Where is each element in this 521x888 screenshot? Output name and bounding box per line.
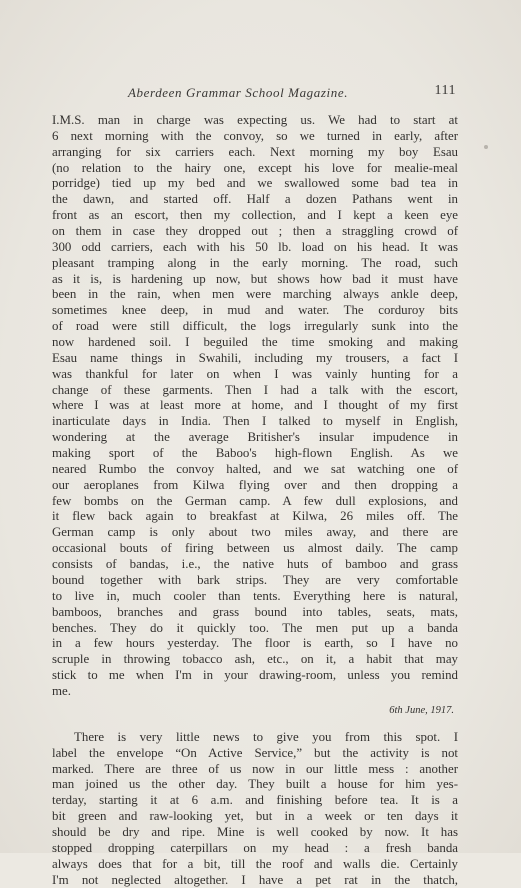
text-line: bamboos, branches and grass bound into tables, seats, mats, — [52, 604, 458, 619]
text-line: change of these garments. Then I had a talk with the escort, — [52, 382, 458, 397]
text-line: been in the rain, when men were marching always ankle deep, — [52, 287, 458, 302]
text-line: it flew back again to breakfast at Kilwa, 26 miles off. The — [52, 509, 458, 524]
text-line: where I was at least more at home, and I thought of my first — [52, 398, 458, 413]
text-line: benches. They do it quickly too. The men put up a banda — [52, 620, 458, 635]
text-line: stopped dropping caterpillars on my head : a fresh banda — [52, 840, 458, 855]
text-line: neared Rumbo the convoy halted, and we sat watching one of — [52, 461, 458, 476]
text-line: me. — [52, 683, 71, 698]
text-line: (no relation to the hairy one, except his love for mealie-meal — [52, 160, 458, 175]
page-number: 111 — [434, 83, 456, 98]
text-line: inarticulate days in India. Then I talked to myself in English, — [52, 414, 458, 429]
text-line: front as an escort, then my collection, and I kept a keen eye — [52, 208, 458, 223]
text-line: should be dry and ripe. Mine is well cooked by now. It has — [52, 824, 458, 839]
text-line: 300 odd carriers, each with his 50 lb. load on his head. It was — [52, 239, 458, 254]
paper-speck — [484, 145, 488, 149]
text-line: of road were still difficult, the logs irregularly sunk into the — [52, 319, 458, 334]
text-line: as it is, is hardening up now, but shows how bad it must have — [52, 271, 458, 286]
dateline: 6th June, 1917. — [389, 704, 454, 716]
text-line: I.M.S. man in charge was expecting us. We had to start at — [52, 113, 458, 127]
text-line: porridge) tied up my bed and we swallowed some bad tea in — [52, 176, 458, 191]
text-line: was thankful for later on when I was vainly hunting for a — [52, 366, 458, 381]
text-line: I'm not neglected altogether. I have a pet rat in the thatch, — [52, 872, 458, 887]
text-line: consists of bandas, i.e., the native huts of bamboo and grass — [52, 557, 458, 572]
text-line: arranging for six carriers each. Next morning my boy Esau — [52, 144, 458, 159]
text-line: stick to me when I'm in your drawing-room, unless you remind — [52, 668, 458, 683]
paragraph-gap — [52, 718, 458, 730]
paragraph-1 — [52, 113, 458, 700]
text-line: our aeroplanes from Kilwa flying over and then dropping a — [52, 477, 458, 492]
text-line: sometimes knee deep, in mud and water. The corduroy bits — [52, 303, 458, 318]
article-body — [52, 113, 458, 888]
text-line: marked. There are three of us now in our little mess : another — [52, 761, 458, 776]
text-line: on them in case they dropped out ; then a straggling crowd of — [52, 224, 458, 239]
text-line: scruple in throwing tobacco ash, etc., on it, a habit that may — [52, 652, 458, 667]
page-header — [52, 83, 456, 103]
text-line: terday, starting it at 6 a.m. and finishing before tea. It is a — [52, 793, 458, 808]
text-line: making sport of the Baboo's high-flown English. As we — [52, 446, 458, 461]
text-line: wondering at the average Britisher's insular impudence in — [52, 430, 458, 445]
text-line: now hardened soil. I beguiled the time smoking and making — [52, 335, 458, 350]
text-line: 6 next morning with the convoy, so we turned in early, after — [52, 128, 458, 143]
text-line: man joined us the other day. They built a house for him yes- — [52, 777, 458, 792]
text-line: the dawn, and started off. Half a dozen Pathans went in — [52, 192, 458, 207]
text-line: There is very little news to give you from this spot. I — [74, 729, 458, 744]
text-line: pleasant tramping along in the early morning. The road, such — [52, 255, 458, 270]
text-line: always does that for a bit, till the roof and walls die. Certainly — [52, 856, 458, 871]
running-title: Aberdeen Grammar School Magazine. — [128, 85, 349, 100]
text-line: bound together with bark strips. They are very comfortable — [52, 572, 458, 587]
text-line: occasional bouts of firing between us almost daily. The camp — [52, 541, 458, 556]
text-line: German camp is only about two miles away, and there are — [52, 525, 458, 540]
text-line: few bombs on the German camp. A few dull explosions, and — [52, 493, 458, 508]
paragraph-2 — [52, 730, 458, 888]
text-line: Esau name things in Swahili, including my trousers, a fact I — [52, 350, 458, 365]
text-line: label the envelope “On Active Service,” but the activity is not — [52, 745, 458, 760]
text-line: in a few hours yesterday. The floor is earth, so I have no — [52, 636, 458, 651]
text-line: bit green and raw-looking yet, but in a week or ten days it — [52, 809, 458, 824]
text-line: to live in, much cooler than tents. Everything here is natural, — [52, 588, 458, 603]
